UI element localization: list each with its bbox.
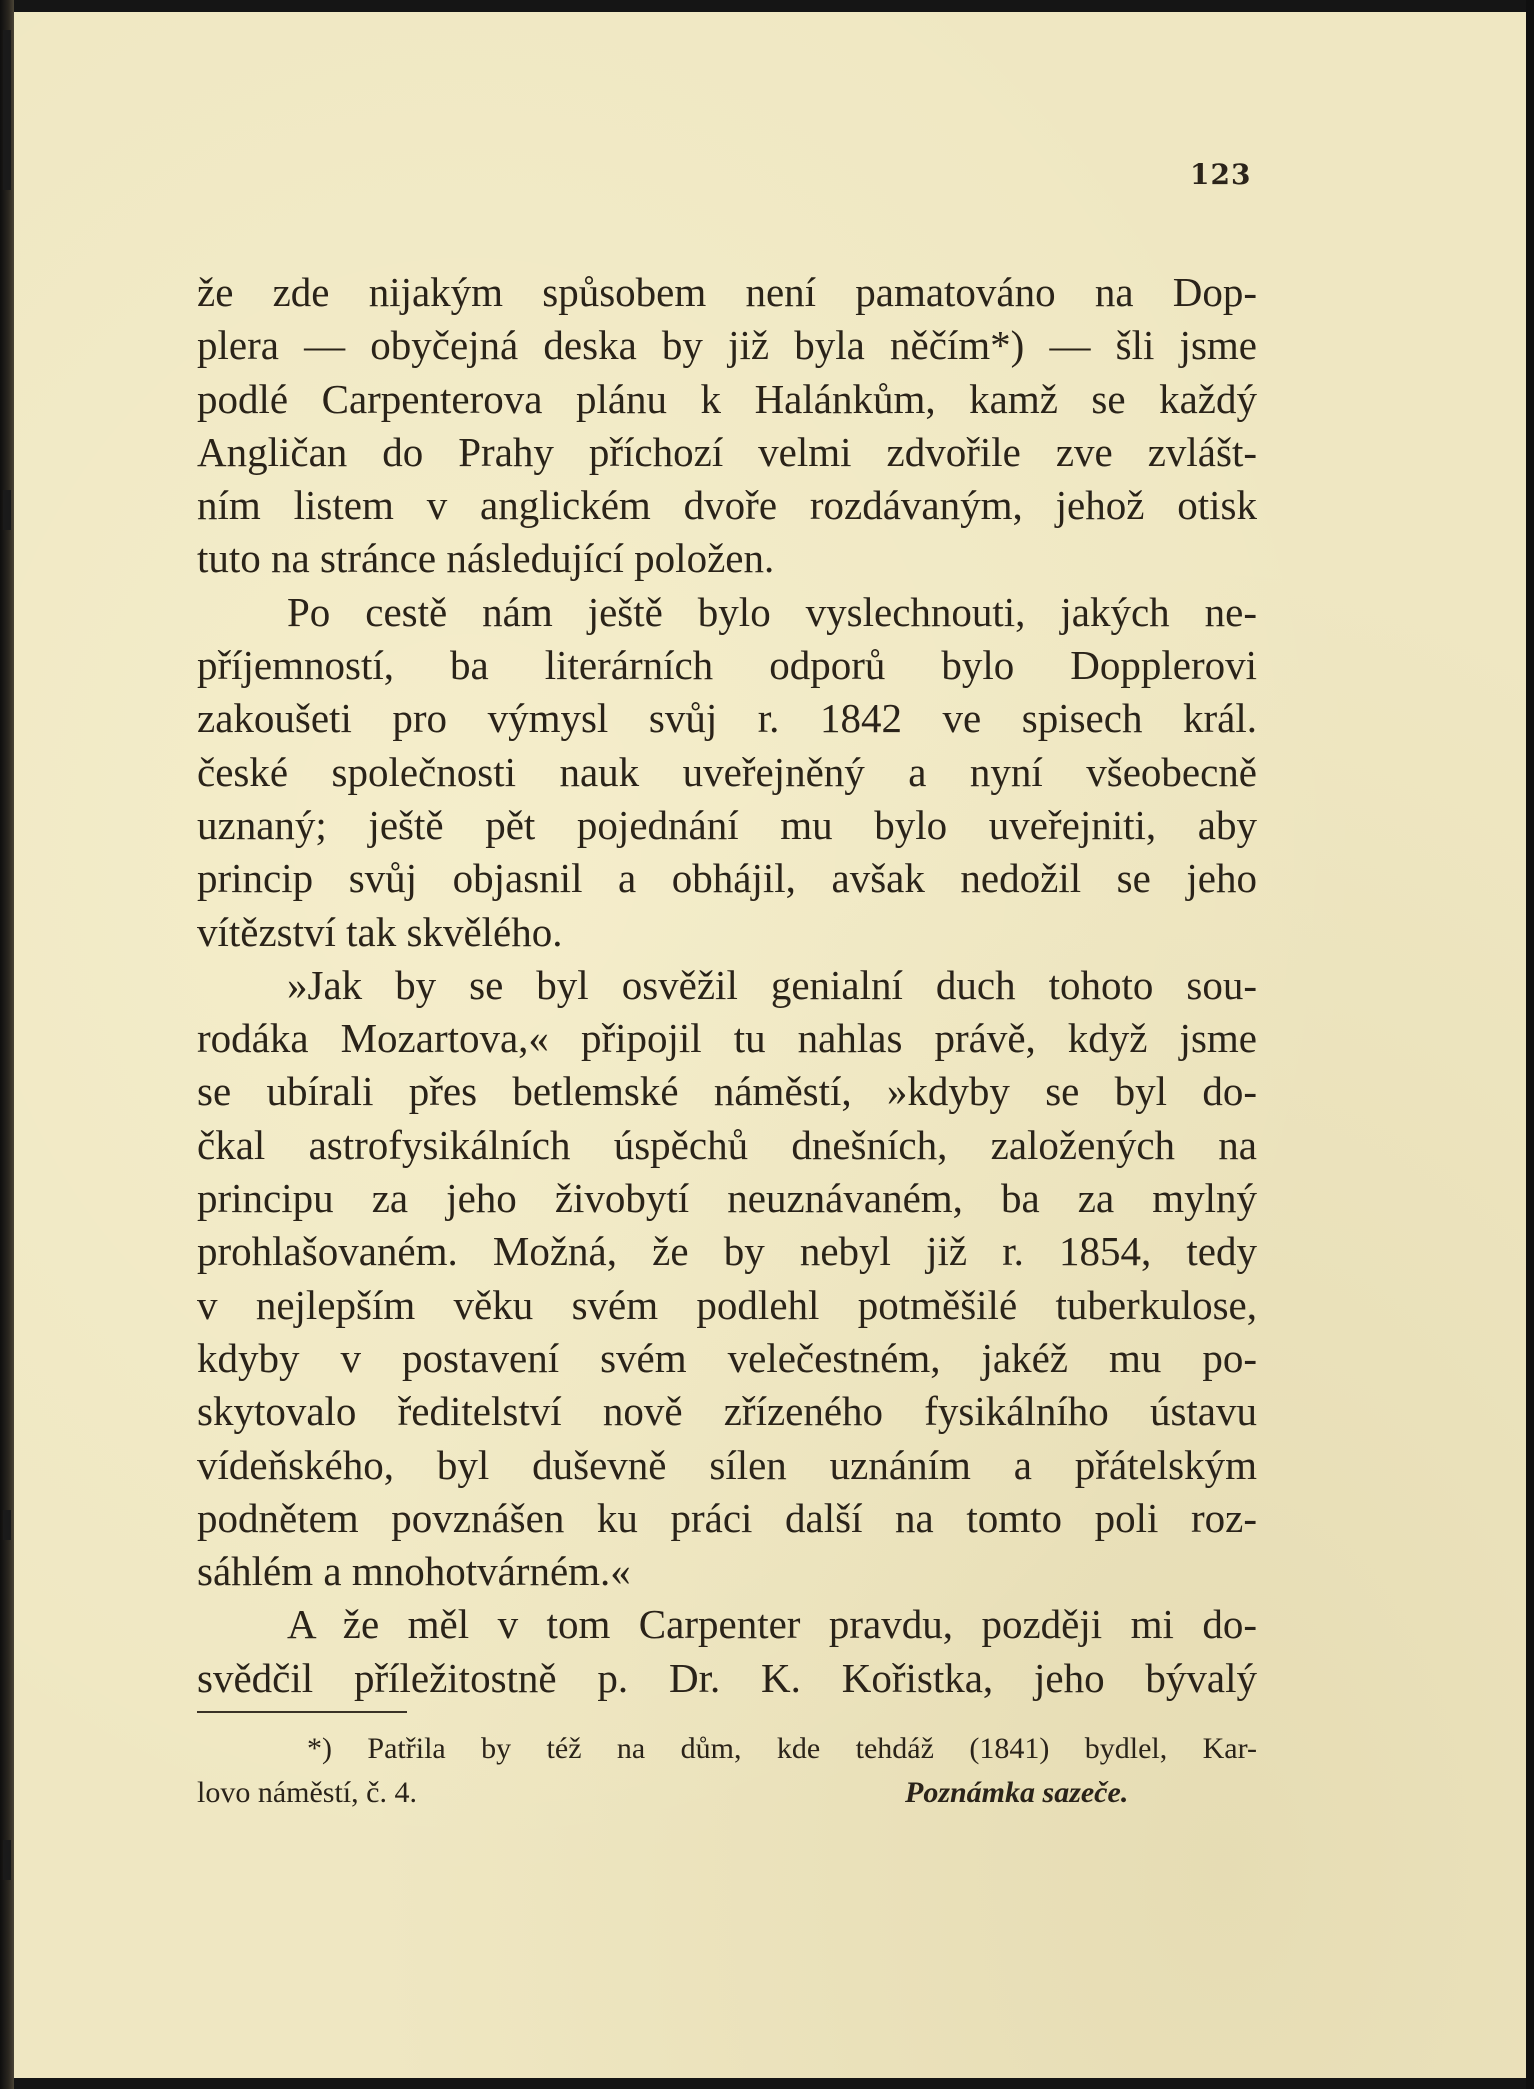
text-line: Po cestě nám ještě bylo vyslechnouti, jakých ne-	[287, 588, 1257, 635]
text-line: skytovalo ředitelství nově zřízeného fysikálního ústavu	[197, 1388, 1257, 1435]
text-line: podnětem povznášen ku práci další na tomto poli roz-	[197, 1494, 1257, 1541]
main-text-block	[197, 266, 1257, 1705]
text-line: že zde nijakým spůsobem není pamatováno na Dop-	[197, 269, 1257, 315]
binding-shadow-mark	[3, 1510, 11, 1540]
typesetter-note: Poznámka sazeče.	[905, 1776, 1129, 1809]
book-binding-edge	[0, 0, 14, 2089]
text-line: se ubírali přes betlemské náměstí, »kdyby se byl do-	[197, 1068, 1257, 1115]
text-line: uznaný; ještě pět pojednání mu bylo uveřejniti, aby	[197, 801, 1257, 848]
binding-shadow-mark	[3, 30, 11, 190]
binding-shadow-mark	[3, 1840, 11, 1880]
footnote-text: lovo náměstí, č. 4.	[197, 1776, 417, 1809]
text-line: čkal astrofysikálních úspěchů dnešních, založených na	[197, 1121, 1257, 1168]
text-line: v nejlepším věku svém podlehl potměšilé tuberkulose,	[197, 1281, 1257, 1328]
binding-shadow-mark	[3, 490, 11, 530]
text-line: plera — obyčejná deska by již byla něčím*) — šli jsme	[197, 322, 1257, 369]
footnote-line-last	[197, 1771, 1257, 1815]
footnote-divider	[197, 1711, 407, 1713]
text-line: »Jak by se byl osvěžil genialní duch tohoto sou-	[287, 961, 1257, 1008]
text-line: rodáka Mozartova,« připojil tu nahlas právě, když jsme	[197, 1015, 1257, 1062]
footnote	[197, 1727, 1257, 1815]
footnote-line: *) Patřila by též na dům, kde tehdáž (1841) bydlel, Kar-	[307, 1732, 1257, 1765]
text-line: české společnosti nauk uveřejněný a nyní všeobecně	[197, 748, 1257, 795]
text-line: vítězství tak skvělého.	[197, 908, 563, 955]
text-line: ním listem v anglickém dvoře rozdávaným, jehož otisk	[197, 482, 1257, 529]
text-line: sáhlém a mnohotvárném.«	[197, 1548, 631, 1595]
text-line: princip svůj objasnil a obhájil, avšak nedožil se jeho	[197, 855, 1257, 902]
page-right-edge	[1526, 0, 1534, 2089]
text-line: svědčil příležitostně p. Dr. K. Kořistka, jeho bývalý	[197, 1654, 1257, 1701]
text-line: prohlašovaném. Možná, že by nebyl již r. 1854, tedy	[197, 1228, 1257, 1275]
text-line: kdyby v postavení svém velečestném, jakéž mu po-	[197, 1334, 1257, 1381]
text-line: Angličan do Prahy příchozí velmi zdvořile zve zvlášt-	[197, 428, 1257, 475]
page-number: 123	[1190, 158, 1252, 191]
text-line: principu za jeho živobytí neuznávaném, ba za mylný	[197, 1175, 1257, 1222]
text-line: vídeňského, byl duševně sílen uznáním a přátelským	[197, 1441, 1257, 1488]
text-line: A že měl v tom Carpenter pravdu, později mi do-	[287, 1601, 1257, 1648]
text-line: příjemností, ba literárních odporů bylo Dopplerovi	[197, 642, 1257, 689]
text-line: zakoušeti pro výmysl svůj r. 1842 ve spisech král.	[197, 695, 1257, 742]
text-line: tuto na stránce následující položen.	[197, 535, 775, 582]
text-line: podlé Carpenterova plánu k Halánkům, kamž se každý	[197, 375, 1257, 422]
